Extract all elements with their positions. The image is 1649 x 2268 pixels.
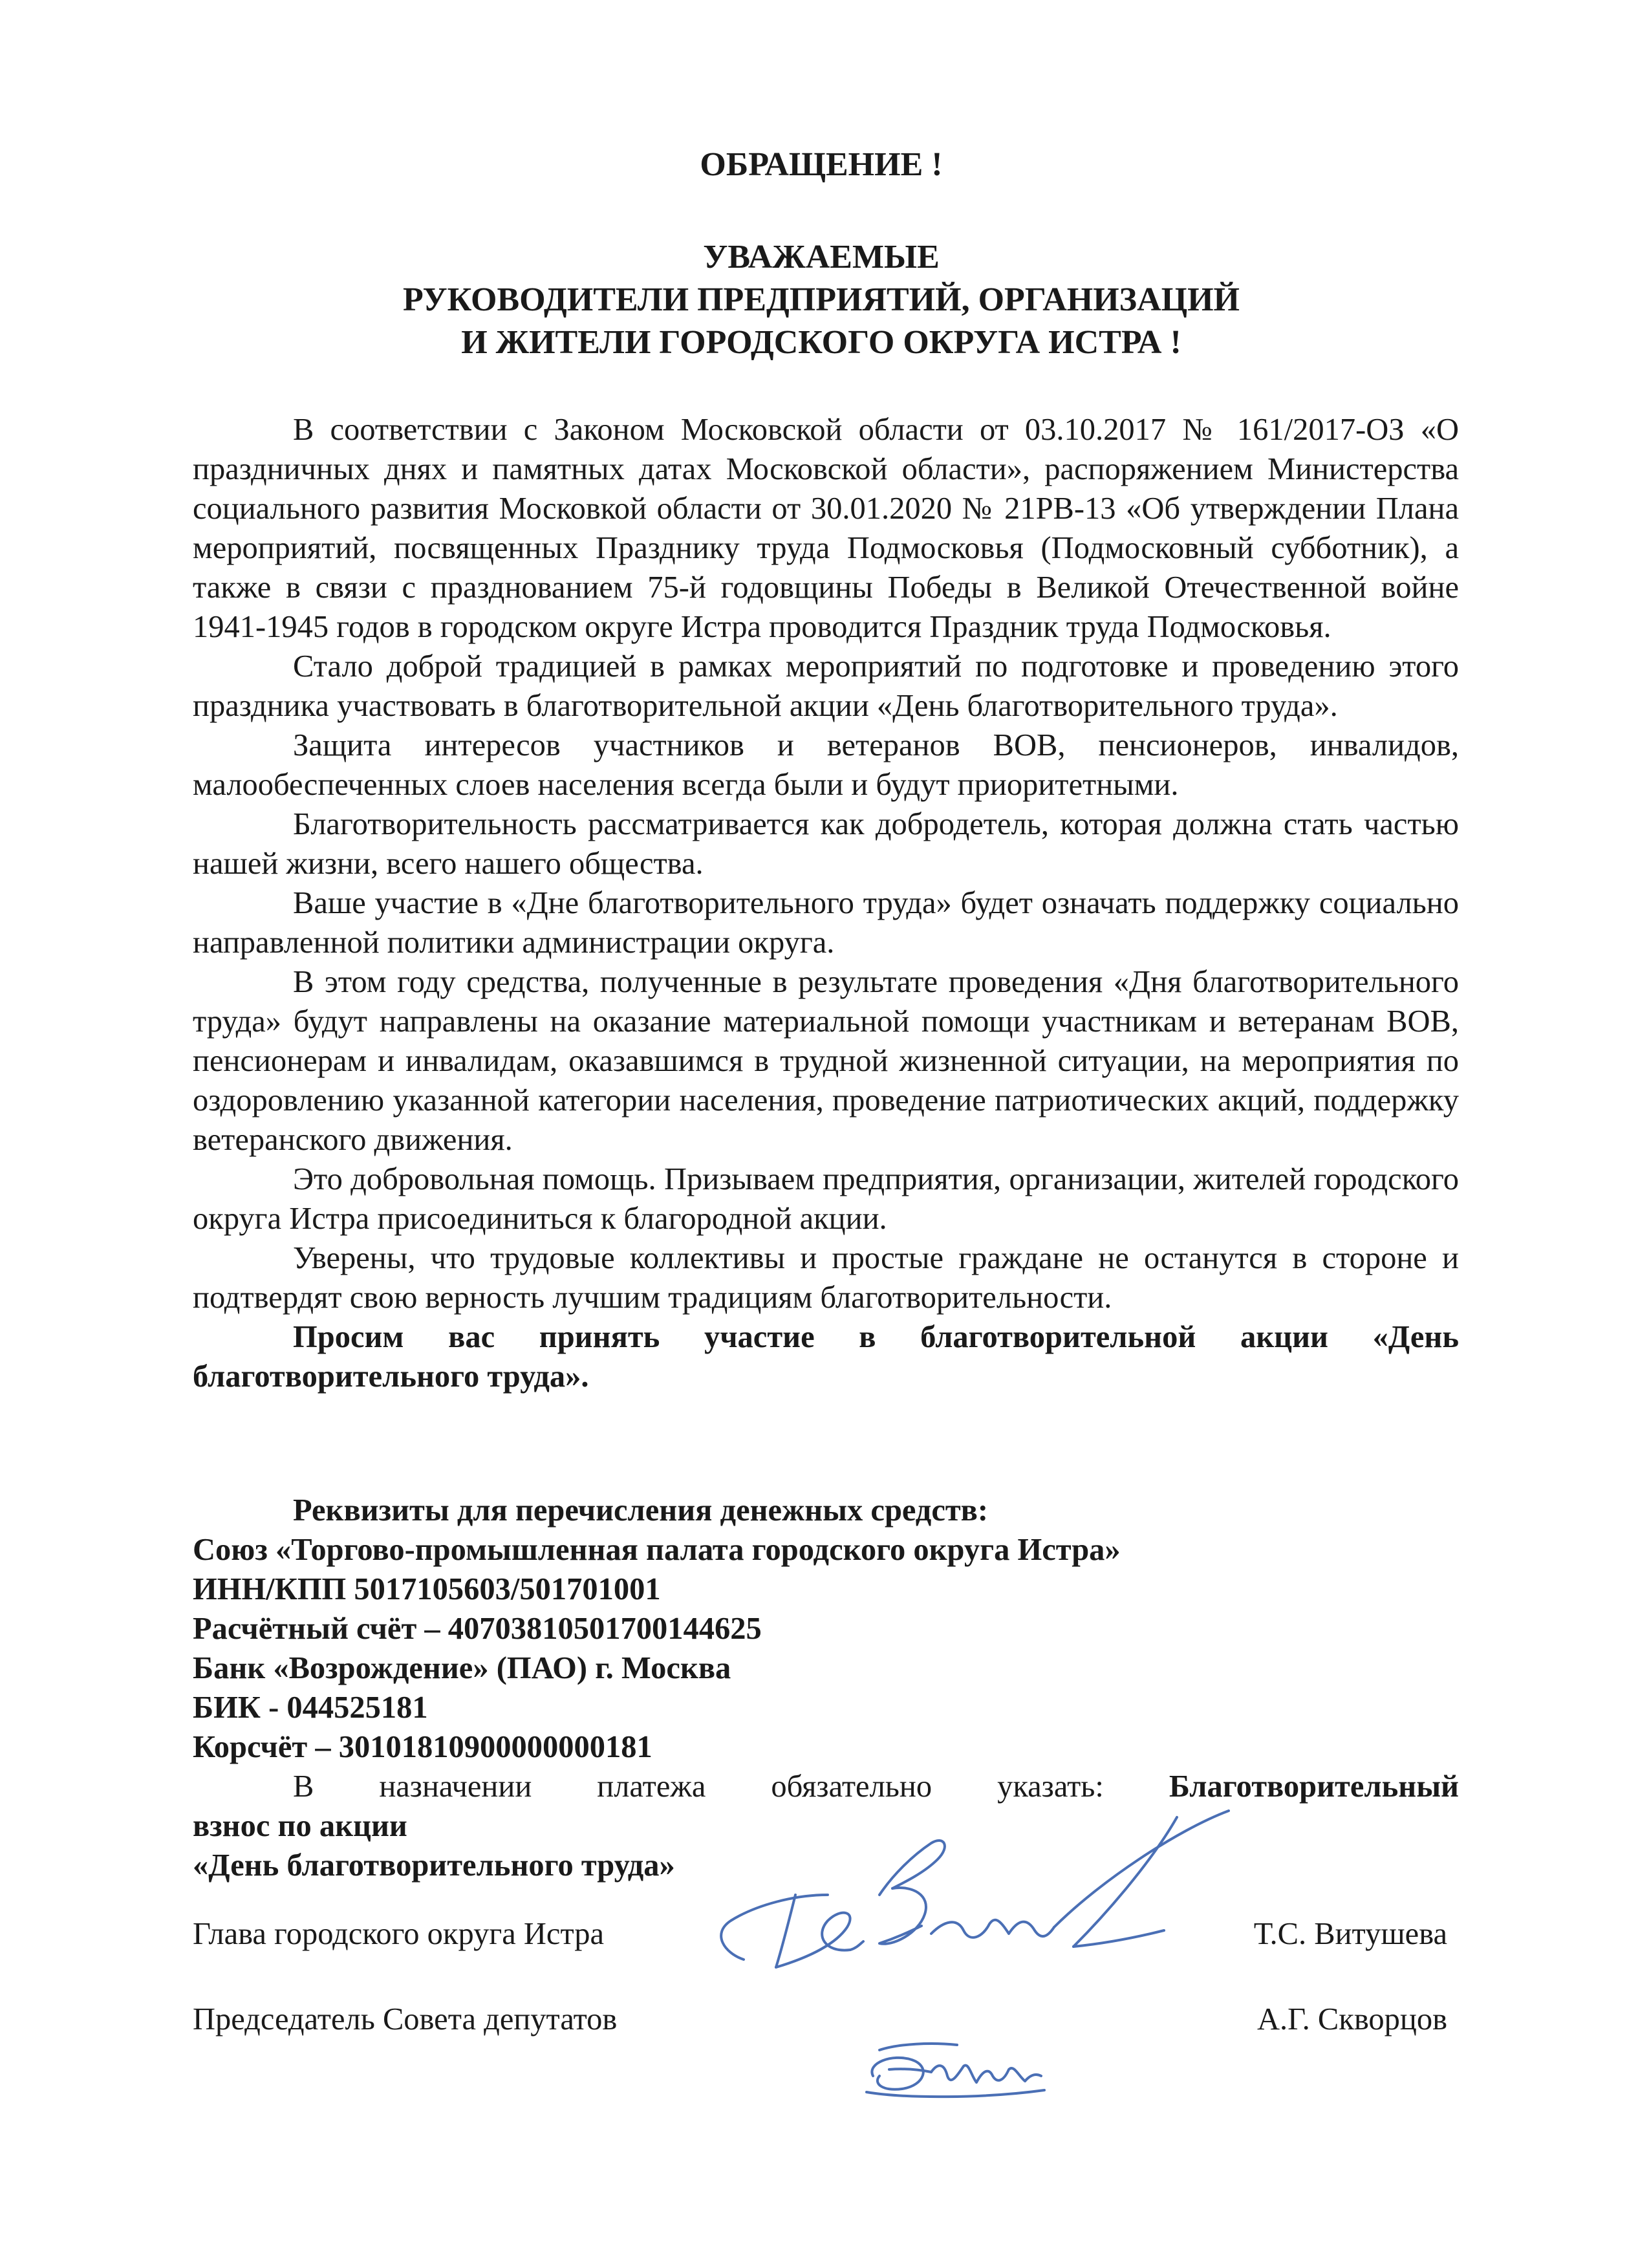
addressee-line-1: УВАЖАЕМЫЕ [703, 239, 940, 275]
payment-purpose-bold-3: «День благотворительного труда» [193, 1848, 675, 1883]
signatory-name-chair: А.Г. Скворцов [1256, 2002, 1447, 2036]
requisites-correspondent-account: Корсчёт – 30101810900000000181 [193, 1730, 652, 1764]
signatory-name-head: Т.С. Витушева [1253, 1917, 1447, 1951]
addressee-line-3: И ЖИТЕЛИ ГОРОДСКОГО ОКРУГА ИСТРА ! [461, 324, 1181, 361]
payment-purpose-bold-2: взнос по акции [193, 1809, 407, 1843]
addressee-line-2: РУКОВОДИТЕЛИ ПРЕДПРИЯТИЙ, ОРГАНИЗАЦИЙ [402, 281, 1240, 318]
paragraph-appeal: Просим вас принять участие в благотворительной акции «День благотворительного труда». [193, 1320, 1459, 1394]
payment-purpose-bold-1: Благотворительный [1169, 1769, 1460, 1804]
paragraph-confidence: Уверены, что трудовые коллективы и простые граждане не останутся в стороне и подтвердят свою верность лучшим традициям благотворительности. [193, 1241, 1459, 1315]
payment-requisites [193, 1491, 1459, 1767]
signature-chair-image [854, 2031, 1054, 2102]
paragraph-participation: Ваше участие в «Дне благотворительного труда» будет означать поддержку социально направленной политики администрации округа. [193, 886, 1459, 960]
requisites-account: Расчётный счёт – 40703810501700144625 [193, 1612, 762, 1646]
requisites-organization: Союз «Торгово-промышленная палата городского округа Истра» [193, 1533, 1121, 1567]
paragraph-protection: Защита интересов участников и ветеранов ВОВ, пенсионеров, инвалидов, малообеспеченных слоев населения всегда были и будут приоритетными. [193, 728, 1459, 802]
paragraph-law-reference: В соответствии с Законом Московской области от 03.10.2017 № 161/2017-ОЗ «О праздничных днях и памятных датах Московской области», распоряжением Министерства социального развития Московкой области от 30.01.2020 № 21РВ-13 «Об утверждении Плана мероприятий, посвященных Празднику труда Подмосковья (Подмосковный субботник), а также в связи с празднованием 75-й годовщины Победы в Великой Отечественной войне 1941-1945 годов в городском округе Истра проводится Праздник труда Подмосковья. [193, 413, 1459, 644]
requisites-bank: Банк «Возрождение» (ПАО) г. Москва [193, 1651, 731, 1685]
signature-head-image [685, 1798, 1267, 1992]
document-title: ОБРАЩЕНИЕ ! [700, 146, 943, 183]
paragraph-tradition: Стало доброй традицией в рамках мероприятий по подготовке и проведению этого праздника участвовать в благотворительной акции «День благотворительного труда». [193, 649, 1459, 723]
requisites-inn-kpp: ИНН/КПП 5017105603/501701001 [193, 1572, 661, 1606]
payment-purpose-intro: В назначении платежа обязательно указать: [293, 1769, 1104, 1804]
paragraph-voluntary-help: Это добровольная помощь. Призываем предприятия, организации, жителей городского округа Истра присоединиться к благородной акции. [193, 1162, 1459, 1236]
requisites-header: Реквизиты для перечисления денежных средств: [293, 1493, 989, 1528]
letter-body [193, 410, 1459, 1396]
paragraph-charity-virtue: Благотворительность рассматривается как добродетель, которая должна стать частью нашей жизни, всего нашего общества. [193, 807, 1459, 881]
paragraph-funds-usage: В этом году средства, полученные в результате проведения «Дня благотворительного труда» будут направлены на оказание материальной помощи участникам и ветеранам ВОВ, пенсионерам и инвалидам, оказавшимся в трудной жизненной ситуации, на мероприятия по оздоровлению указанной категории населения, проведение патриотических акций, поддержку ветеранского движения. [193, 965, 1459, 1157]
signatory-position-chair: Председатель Совета депутатов [193, 2002, 618, 2036]
signatory-position-head: Глава городского округа Истра [193, 1917, 605, 1951]
requisites-bik: БИК - 044525181 [193, 1690, 428, 1725]
